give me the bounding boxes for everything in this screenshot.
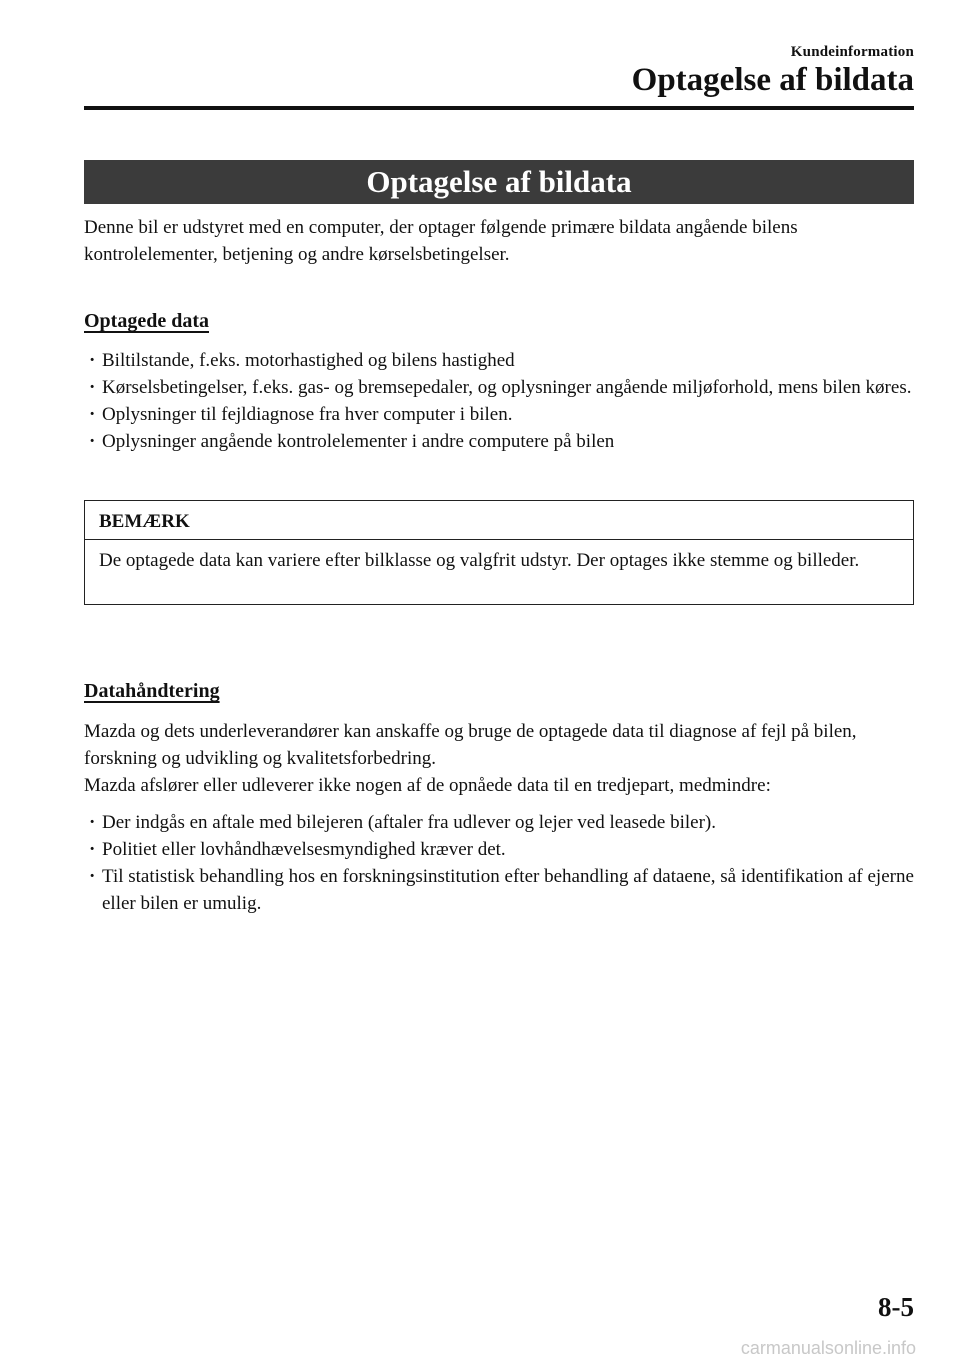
bullet-icon: · xyxy=(89,377,96,398)
list-item-text: Oplysninger angående kontrolelementer i andre computere på bilen xyxy=(102,431,615,452)
data-handling-paragraph-2: Mazda afslører eller udleverer ikke nogen af de opnåede data til en tredjepart, medmindre: xyxy=(84,775,771,796)
section-banner: Optagelse af bildata xyxy=(84,160,914,204)
note-box xyxy=(84,500,914,605)
list-item-text: Oplysninger til fejldiagnose fra hver computer i bilen. xyxy=(102,404,513,425)
bullet-icon: · xyxy=(89,431,96,452)
bullet-icon: · xyxy=(89,404,96,425)
bullet-icon: · xyxy=(89,866,96,887)
recorded-data-list xyxy=(84,347,914,455)
watermark: carmanualsonline.info xyxy=(740,1338,916,1358)
list-item-text: Biltilstande, f.eks. motorhastighed og bilens hastighed xyxy=(102,350,515,371)
note-text: De optagede data kan variere efter bilklasse og valgfrit udstyr. Der optages ikke stemme og billeder. xyxy=(99,550,860,571)
note-title: BEMÆRK xyxy=(99,511,190,532)
data-handling-paragraph: Mazda og dets underleverandører kan anskaffe og bruge de optagede data til diagnose af fejl på bilen, forskning og udvikling og kvalitetsforbedring. xyxy=(84,721,857,769)
data-handling-list xyxy=(84,809,914,917)
list-item-text: Politiet eller lovhåndhævelsesmyndighed kræver det. xyxy=(102,839,506,860)
bullet-icon: · xyxy=(89,839,96,860)
list-item xyxy=(84,836,914,863)
list-item-text: Kørselsbetingelser, f.eks. gas- og bremsepedaler, og oplysninger angående miljøforhold, mens bilen køres. xyxy=(102,377,912,398)
data-handling-heading: Datahåndtering xyxy=(84,680,220,702)
list-item xyxy=(84,347,914,374)
bullet-icon: · xyxy=(89,350,96,371)
list-item xyxy=(84,809,914,836)
page-number: 8-5 xyxy=(878,1292,914,1322)
list-item xyxy=(84,428,914,455)
list-item xyxy=(84,374,914,401)
header-divider xyxy=(84,106,914,110)
intro-paragraph: Denne bil er udstyret med en computer, der optager følgende primære bildata angående bilens kontrolelementer, betjening og andre kørselsbetingelser. xyxy=(84,217,798,265)
recorded-data-heading: Optagede data xyxy=(84,310,209,332)
header-chapter-label: Kundeinformation xyxy=(790,44,914,60)
bullet-icon: · xyxy=(89,812,96,833)
list-item xyxy=(84,401,914,428)
list-item-text: Til statistisk behandling hos en forskningsinstitution efter behandling af dataene, så identifikation af ejerne eller bilen er umulig. xyxy=(102,866,914,914)
note-divider xyxy=(85,539,913,540)
list-item xyxy=(84,863,914,917)
list-item-text: Der indgås en aftale med bilejeren (aftaler fra udlever og lejer ved leasede biler). xyxy=(102,812,717,833)
header-title: Optagelse af bildata xyxy=(631,62,914,98)
